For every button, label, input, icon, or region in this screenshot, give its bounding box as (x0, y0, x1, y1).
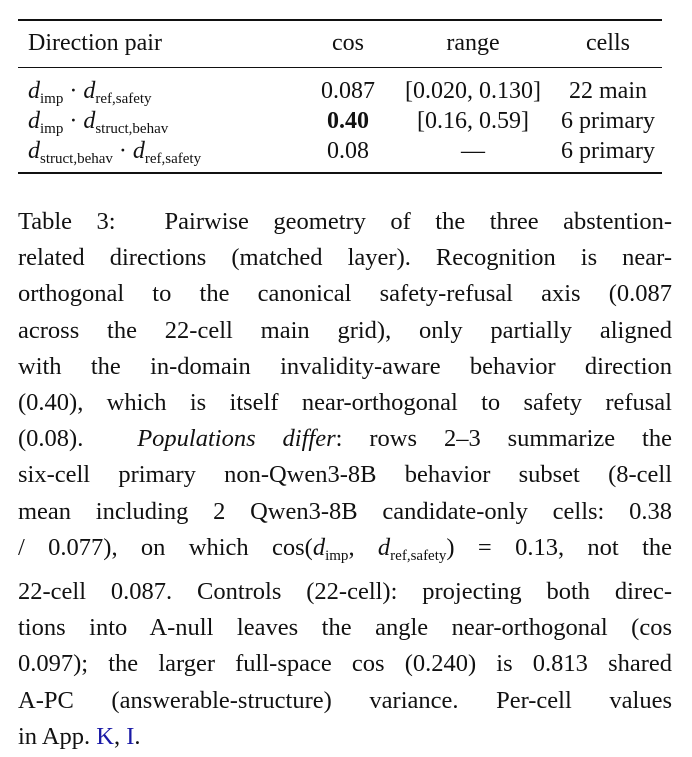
caption-line-7 (18, 421, 672, 457)
row3-left-sub: struct,behav (40, 151, 113, 167)
table-row-1-range: [0.020, 0.130] (405, 78, 541, 104)
table-row-2-cells: 6 primary (561, 108, 655, 134)
table-row-1-cos: 0.087 (321, 78, 375, 104)
table-row-3-cells: 6 primary (561, 138, 655, 164)
caption-line-4: across the 22-cell main grid), only partially aligned (18, 316, 672, 344)
caption-formula-d2: d (377, 533, 391, 561)
caption-line-5: with the in-domain invalidity-aware behavior direction (18, 352, 672, 380)
caption-text-12a: tions into A-null leaves the angle near-orthogonal ( (18, 614, 640, 642)
table-row-2-direction-pair (28, 109, 168, 137)
caption-line-11: 22-cell 0.087. Controls (22-cell): projecting both direc- (18, 578, 672, 606)
caption-line-15 (18, 719, 672, 755)
caption-text-10b: ) = 0.13, not the (446, 533, 673, 561)
caption-inline-cos-formula (272, 533, 447, 564)
caption-formula-comma: , (348, 533, 378, 561)
caption-line-14: A-PC (answerable-structure) variance. Per-cell values (18, 686, 672, 714)
caption-line-8: six-cell primary non-Qwen3-8B behavior subset (8-cell (18, 461, 672, 489)
caption-formula-d1: d (312, 533, 326, 561)
caption-cos-open: cos( (272, 533, 313, 561)
row1-right-var: d (83, 78, 96, 104)
caption-cos-word-2: cos (351, 650, 385, 678)
caption-period: . (134, 722, 141, 750)
row1-dot: · (69, 78, 78, 104)
row1-left-var: d (28, 78, 40, 104)
caption-line-2: related directions (matched layer). Recognition is near- (18, 244, 672, 272)
caption-comma: , (113, 722, 127, 750)
caption-label: Table 3: (18, 208, 116, 235)
table-caption (18, 204, 672, 755)
table-bottom-rule (18, 172, 662, 174)
caption-cos-word-1: cos (639, 614, 672, 642)
row3-right-sub: ref,safety (144, 151, 202, 167)
row2-right-sub: struct,behav (95, 121, 169, 137)
caption-line-6: (0.40), which is itself near-orthogonal to safety refusal (18, 389, 672, 417)
caption-line-12 (18, 610, 672, 646)
row1-left-sub: imp (40, 91, 64, 107)
caption-text-1: Pairwise geometry of the three abstention- (164, 208, 672, 235)
appendix-link-k[interactable]: K (96, 722, 114, 750)
caption-line-1 (18, 204, 672, 240)
table-row-3-direction-pair (28, 139, 201, 167)
row3-dot: · (118, 138, 127, 164)
caption-text-7b: : rows 2–3 summarize the (335, 425, 672, 453)
table-row-2-range: [0.16, 0.59] (417, 108, 529, 134)
row3-left-var: d (28, 138, 40, 164)
header-direction-pair: Direction pair (28, 30, 162, 56)
row1-right-sub: ref,safety (95, 91, 152, 107)
caption-line-13 (18, 646, 672, 682)
caption-text-10a: / 0.077), on which (18, 533, 249, 561)
caption-line-10 (18, 530, 672, 574)
caption-emphasis-populations: Populations differ (137, 425, 336, 453)
caption-text-13b: (0.240) is 0.813 shared (404, 650, 673, 678)
row2-dot: · (69, 108, 78, 134)
table-row-2-cos: 0.40 (327, 108, 369, 134)
table-row-1-direction-pair (28, 79, 152, 107)
caption-text-15a: in App. (18, 722, 91, 750)
caption-line-3: orthogonal to the canonical safety-refusal axis (0.087 (18, 280, 672, 308)
row2-left-sub: imp (40, 121, 64, 137)
table-row-1-cells: 22 main (569, 78, 647, 104)
caption-text-13a: 0.097); the larger full-space (18, 650, 332, 678)
caption-formula-sub1: imp (325, 547, 349, 564)
table-row-3-range: — (461, 138, 485, 164)
row2-right-var: d (83, 108, 96, 134)
table-row-3-cos: 0.08 (327, 138, 369, 164)
caption-formula-sub2: ref,safety (390, 547, 447, 564)
appendix-link-i[interactable]: I (126, 722, 135, 750)
caption-text-7a: (0.08). (18, 425, 84, 453)
header-cos: cos (332, 30, 364, 56)
header-range: range (446, 30, 500, 56)
table-top-rule (18, 19, 662, 21)
caption-line-9: mean including 2 Qwen3-8B candidate-only cells: 0.38 (18, 497, 672, 525)
header-cells: cells (586, 30, 630, 56)
row3-right-var: d (132, 138, 145, 164)
table-header-rule (18, 67, 662, 68)
row2-left-var: d (28, 108, 40, 134)
